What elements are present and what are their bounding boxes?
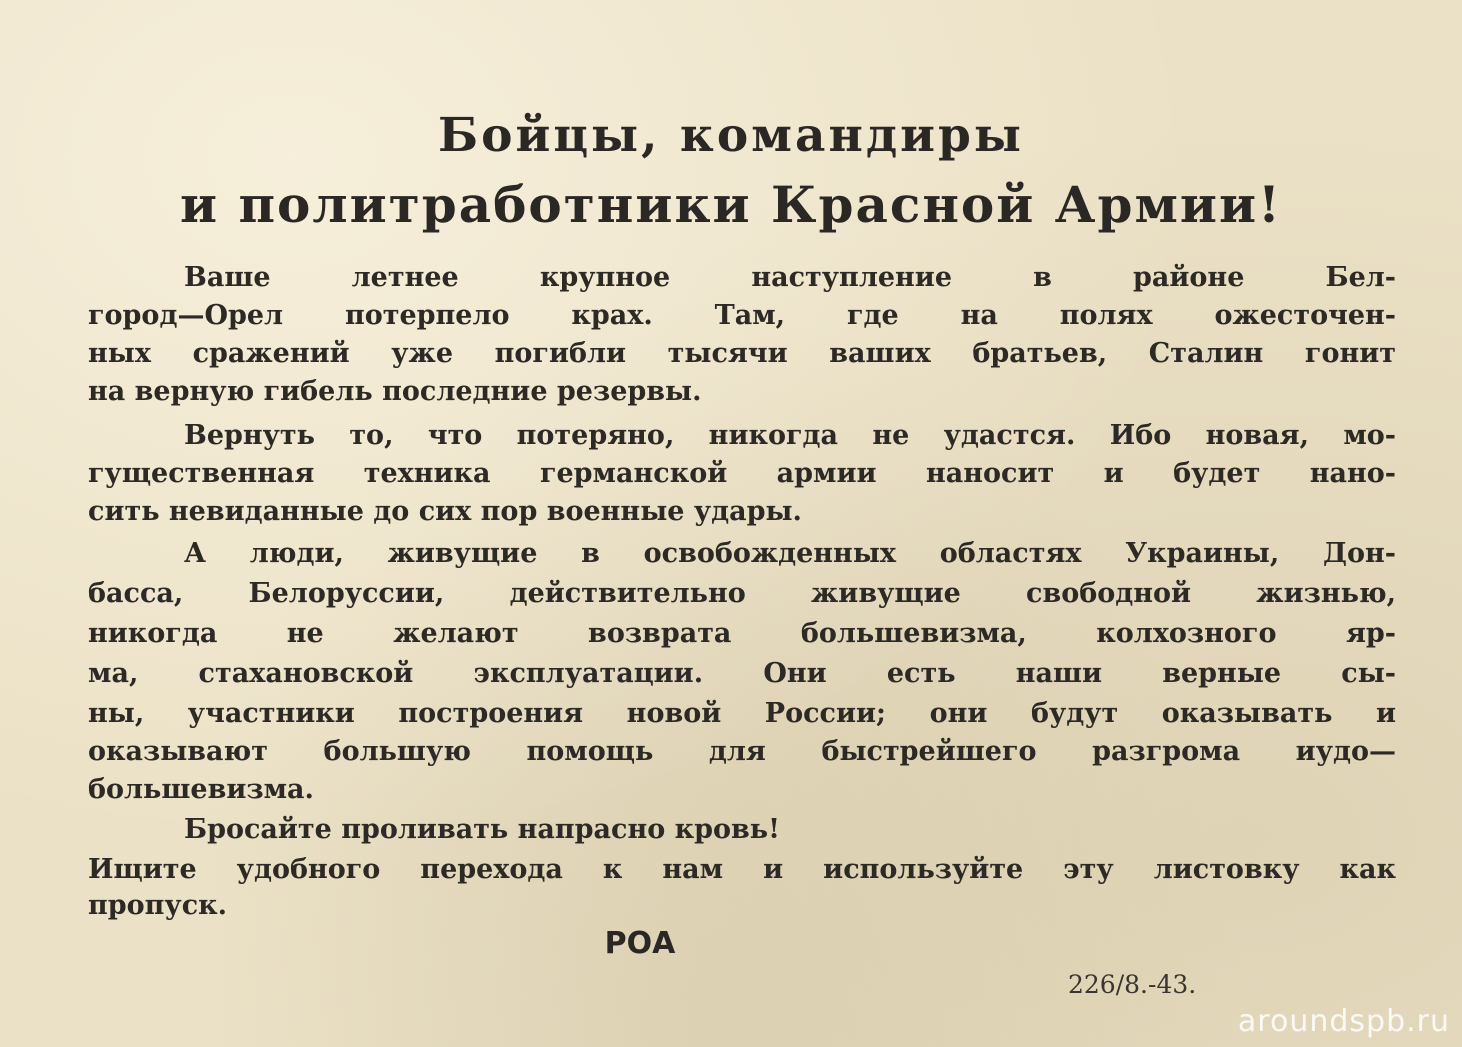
body-line: город—Орел потерпело крах. Там, где на полях ожесточен-	[88, 300, 1396, 331]
body-line: ма, стахановской эксплуатации. Они есть наши верные сы-	[88, 658, 1396, 689]
body-line: сить невиданные до сих пор военные удары.	[88, 496, 802, 527]
body-line-appeal: Бросайте проливать напрасно кровь!	[184, 814, 780, 845]
body-line: пропуск.	[88, 890, 228, 921]
body-line: ны, участники построения новой России; они будут оказывать и	[88, 698, 1396, 729]
body-line: на верную гибель последние резервы.	[88, 376, 702, 407]
body-line: Вернуть то, что потеряно, никогда не удастся. Ибо новая, мо-	[184, 420, 1396, 451]
body-line: оказывают большую помощь для быстрейшего разгрома иудо—	[88, 736, 1396, 767]
body-line: ных сражений уже погибли тысячи ваших братьев, Сталин гонит	[88, 338, 1396, 369]
body-line: никогда не желают возврата большевизма, колхозного яр-	[88, 618, 1396, 649]
body-line: Ваше летнее крупное наступление в районе Бел-	[184, 262, 1396, 293]
signature: РОА	[604, 926, 676, 961]
body-line: А люди, живущие в освобожденных областях Украины, Дон-	[184, 538, 1396, 569]
headline-line-2: и политработники Красной Армии!	[179, 175, 1283, 234]
body-line: большевизма.	[88, 774, 314, 805]
headline-line-1: Бойцы, командиры	[437, 108, 1025, 163]
watermark: aroundspb.ru	[1237, 1004, 1450, 1039]
body-line: Ищите удобного перехода к нам и используйте эту листовку как	[88, 854, 1396, 885]
body-line: басса, Белоруссии, действительно живущие свободной жизнью,	[88, 578, 1396, 609]
body-line: гущественная техника германской армии наносит и будет нано-	[88, 458, 1396, 489]
print-code: 226/8.-43.	[1068, 970, 1197, 999]
